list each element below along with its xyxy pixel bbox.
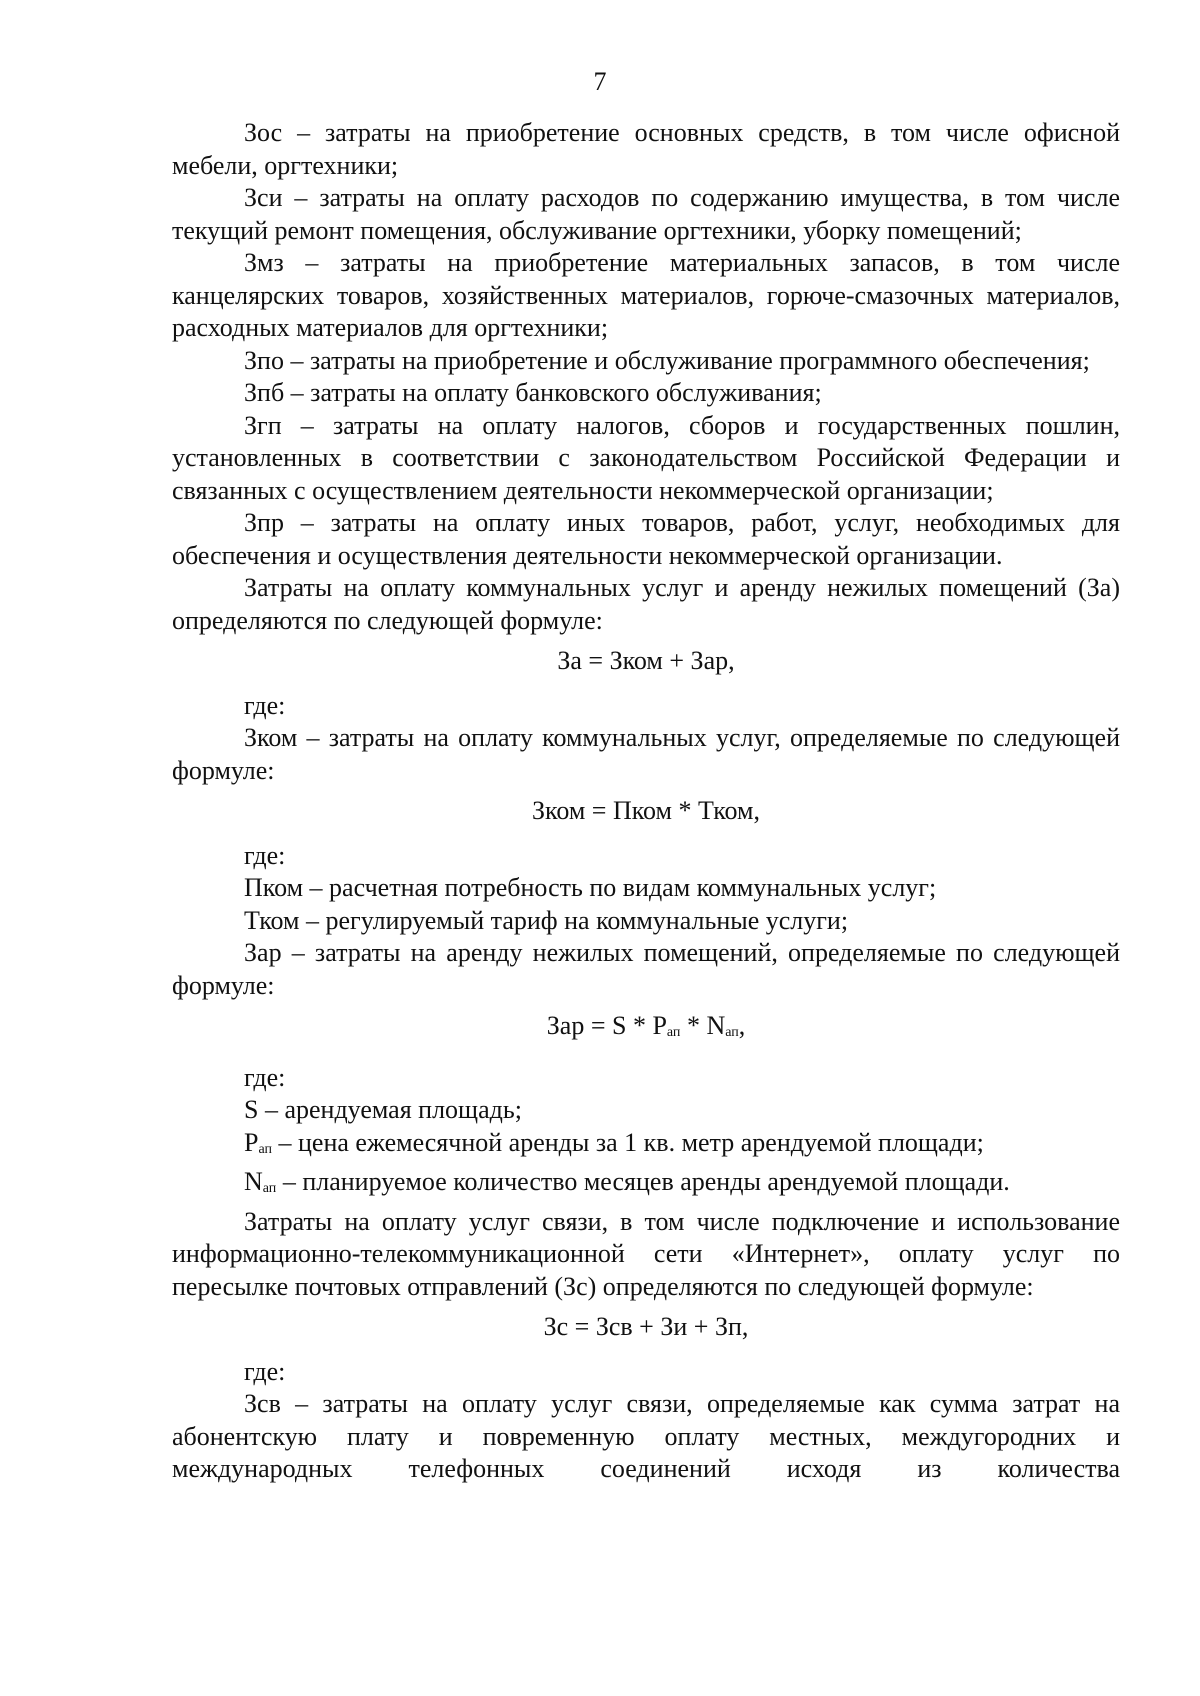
paragraph-pkom: Пком – расчетная потребность по видам коммунальных услуг;: [244, 873, 937, 902]
paragraph-zpb: Зпб – затраты на оплату банковского обслуживания;: [244, 378, 822, 407]
nap-text: – планируемое количество месяцев аренды арендуемой площади.: [276, 1167, 1010, 1196]
paragraph-nap: [172, 1166, 1120, 1206]
paragraph-zsv: Зсв – затраты на оплату услуг связи, определяемые как сумма затрат на абонентскую плату и повременную оплату местных, междугородних и международных телефонных соединений исходя из количества: [172, 1389, 1120, 1483]
paragraph-tkom: Тком – регулируемый тариф на коммунальные услуги;: [244, 905, 849, 935]
formula-zar-prefix: Зар = S * P: [546, 1011, 667, 1040]
paragraph-zpo: Зпо – затраты на приобретение и обслуживание программного обеспечения;: [244, 345, 1090, 375]
paragraph-zsi: Зси – затраты на оплату расходов по содержанию имущества, в том числе текущий ремонт помещения, обслуживание оргтехники, уборку помещений;: [172, 183, 1120, 245]
formula-zkom: Зком = Пком * Тком,: [531, 796, 760, 825]
nap-letter: N: [244, 1167, 263, 1196]
formula-zs: Зс = Зсв + Зи + Зп,: [543, 1312, 749, 1341]
pap-sub: ап: [258, 1141, 272, 1157]
paragraph-rent-costs-intro: Затраты на оплату коммунальных услуг и аренду нежилых помещений (За) определяются по следующей формуле:: [172, 573, 1120, 635]
paragraph-pap: [172, 1127, 1120, 1167]
formula-zar-suffix: ,: [738, 1011, 746, 1040]
pap-letter: P: [244, 1127, 259, 1157]
formula-za: За = Зком + Зар,: [557, 646, 735, 675]
paragraph-zpr: Зпр – затраты на оплату иных товаров, работ, услуг, необходимых для обеспечения и осуществления деятельности некоммерческой организации.: [172, 508, 1120, 570]
where-label: где:: [244, 1356, 286, 1386]
nap-sub: ап: [262, 1181, 277, 1196]
paragraph-zgp: Згп – затраты на оплату налогов, сборов и государственных пошлин, установленных в соответствии с законодательством Российской Федерации и связанных с осуществлением деятельности некоммерческой организации;: [172, 410, 1120, 505]
paragraph-zar: Зар – затраты на аренду нежилых помещений, определяемые по следующей формуле:: [172, 938, 1120, 1000]
where-label: где:: [244, 1062, 286, 1092]
paragraph-zmz: Змз – затраты на приобретение материальных запасов, в том числе канцелярских товаров, хозяйственных материалов, горюче-смазочных материалов, расходных материалов для оргтехники;: [172, 248, 1120, 342]
paragraph-zkom: Зком – затраты на оплату коммунальных услуг, определяемые по следующей формуле:: [172, 723, 1120, 785]
formula-zar-sub-n: ап: [725, 1025, 739, 1040]
document-body: [172, 117, 1120, 1486]
formula-zar-sub-p: ап: [666, 1025, 681, 1040]
paragraph-communication-intro: Затраты на оплату услуг связи, в том числе подключение и использование информационно-телекоммуникационной сети «Интернет», оплату услуг по пересылке почтовых отправлений (Зс) определяются по следующей формуле:: [172, 1206, 1120, 1301]
where-label: где:: [244, 690, 286, 720]
paragraph-s: S – арендуемая площадь;: [244, 1095, 522, 1124]
formula-zar-mid: * N: [680, 1011, 726, 1040]
pap-text: – цена ежемесячной аренды за 1 кв. метр арендуемой площади;: [272, 1127, 984, 1157]
page-number: 7: [593, 67, 607, 96]
formula-zar: [172, 1010, 1120, 1050]
where-label: где:: [244, 840, 286, 870]
paragraph-zos: Зос – затраты на приобретение основных средств, в том числе офисной мебели, оргтехники;: [172, 118, 1120, 180]
